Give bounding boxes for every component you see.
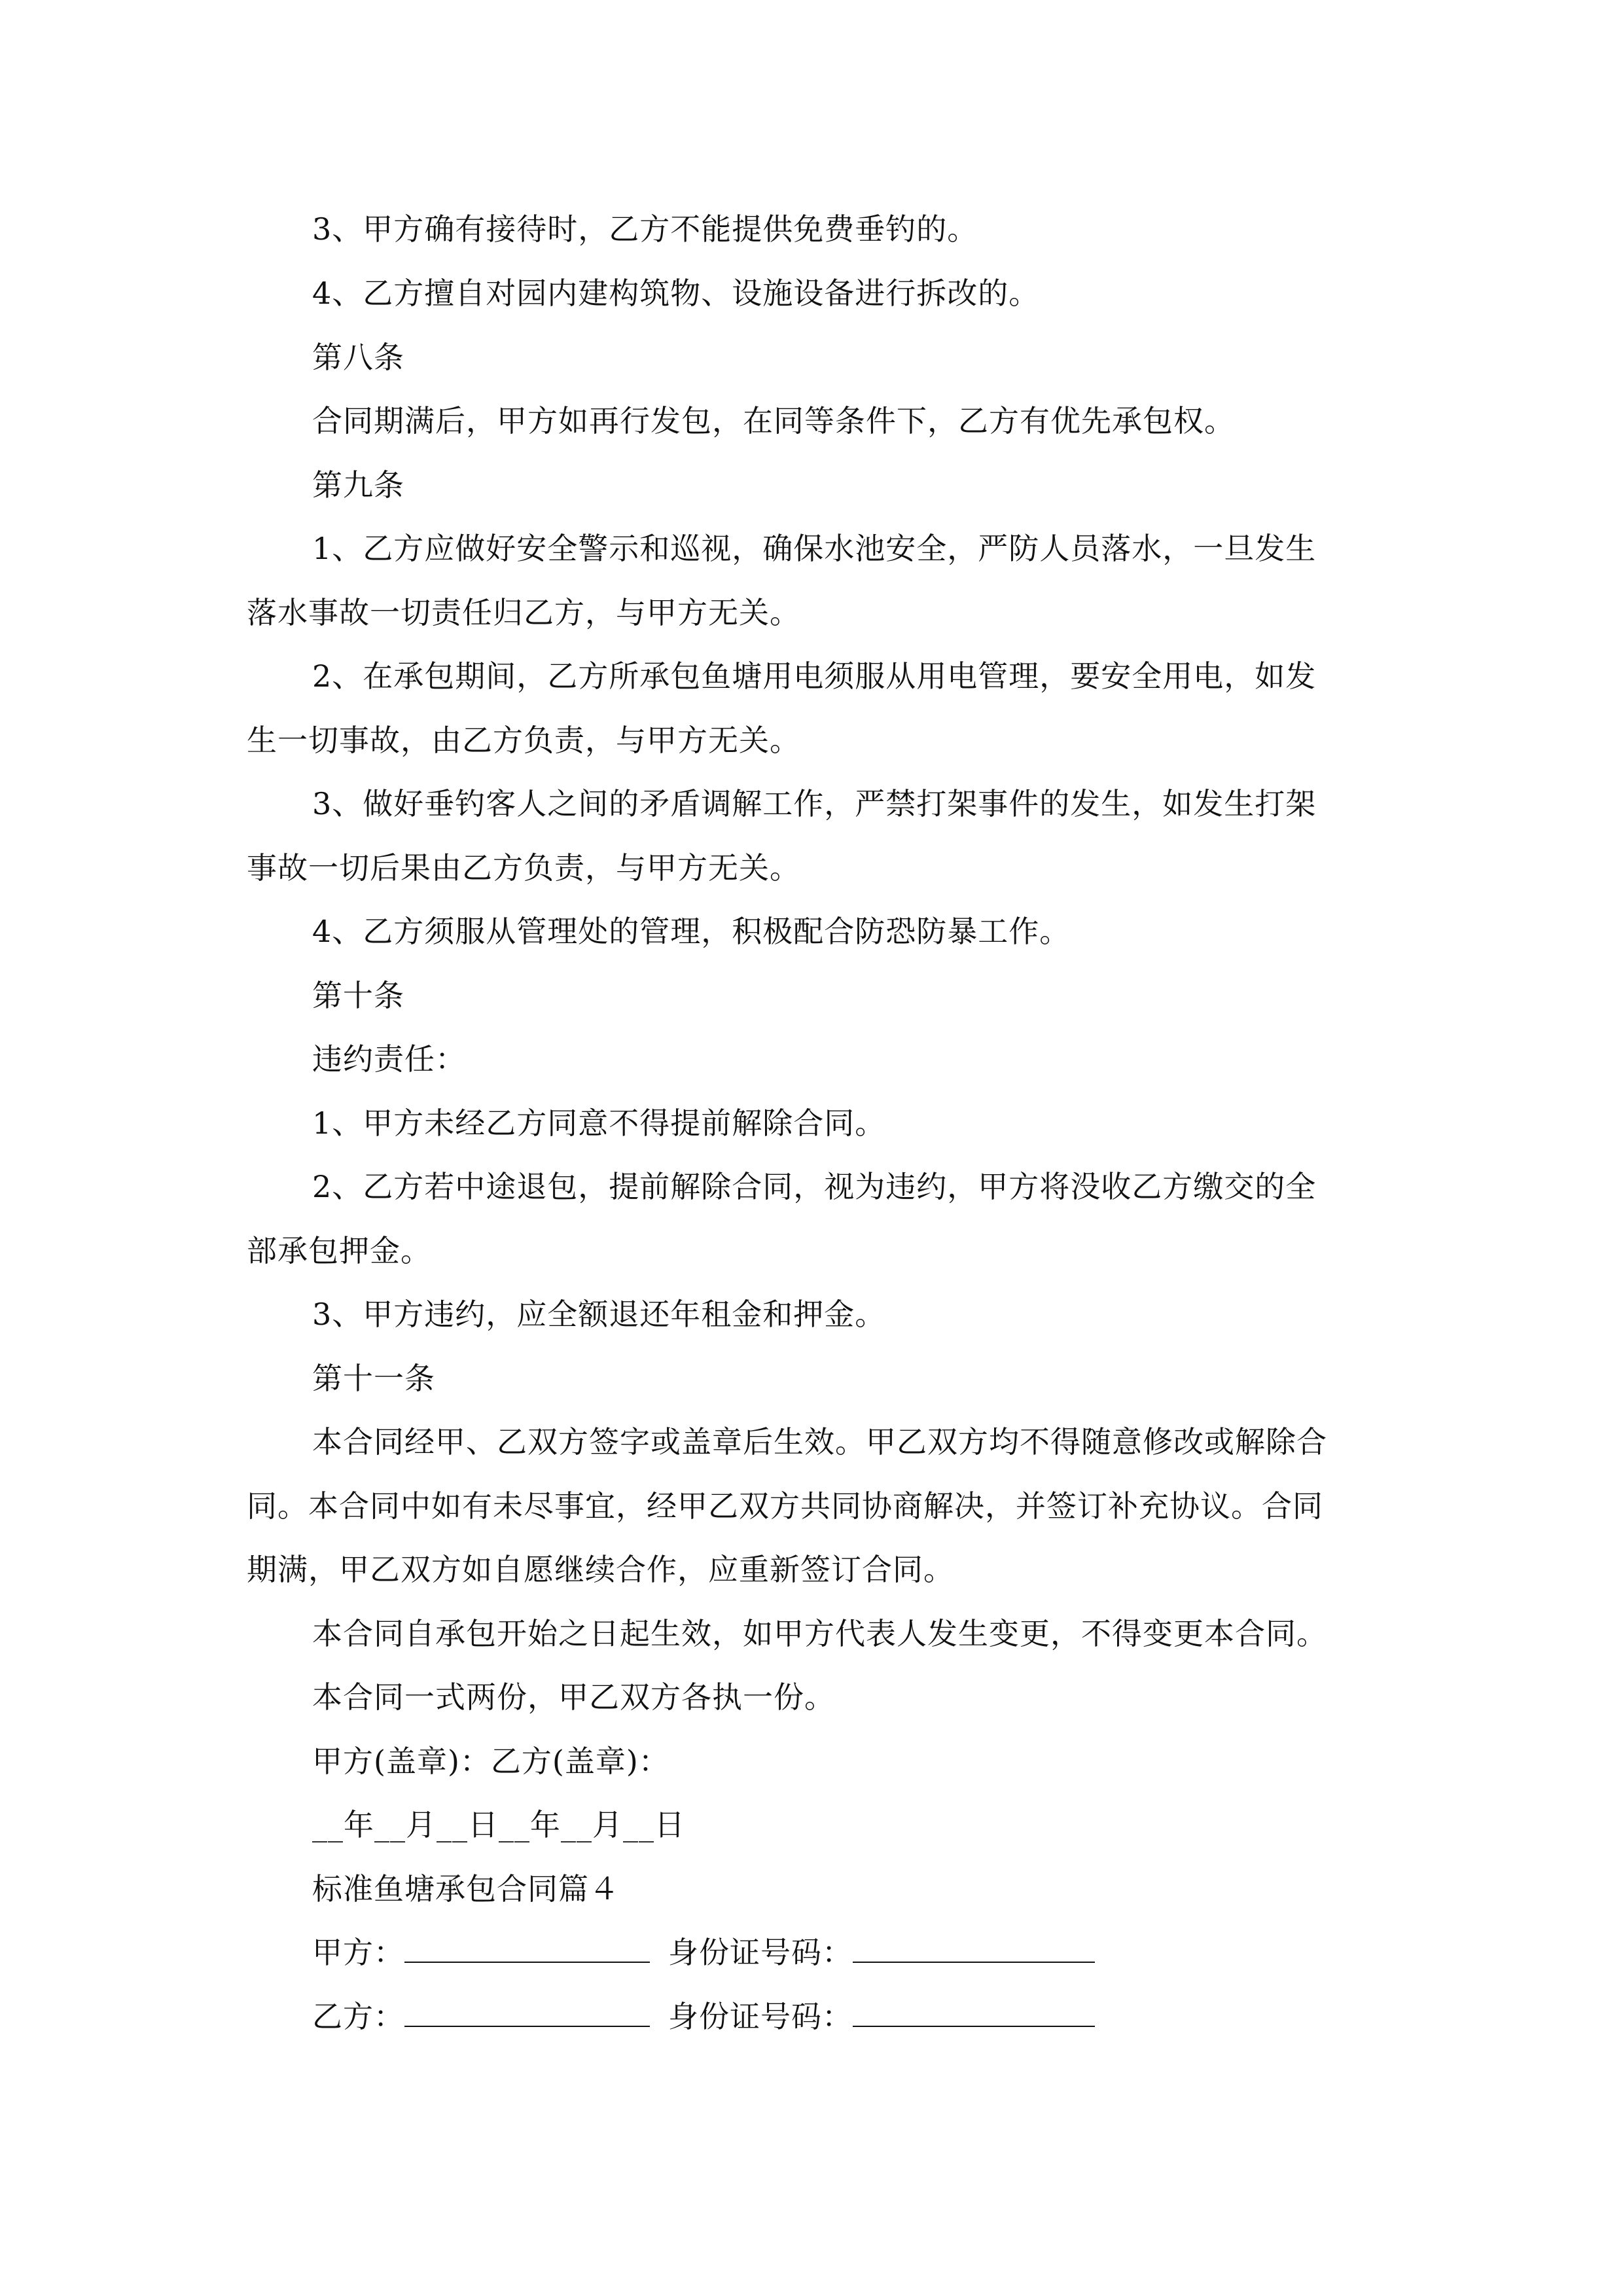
clause-line: 3、甲方确有接待时，乙方不能提供免费垂钓的。	[312, 211, 978, 247]
party-a-id-label: 身份证号码：	[668, 1935, 853, 1970]
party-b-id-field[interactable]	[853, 2000, 1095, 2027]
clause-line: 事故一切后果由乙方负责，与甲方无关。	[247, 850, 800, 886]
clause-line: 3、做好垂钓客人之间的矛盾调解工作，严禁打架事件的发生，如发生打架	[312, 786, 1317, 821]
clause-line: 落水事故一切责任归乙方，与甲方无关。	[247, 595, 800, 630]
section-heading: 第十条	[312, 978, 404, 1013]
clause-line: 本合同经甲、乙双方签字或盖章后生效。甲乙双方均不得随意修改或解除合	[312, 1424, 1327, 1460]
party-a-id-field[interactable]	[853, 1935, 1095, 1963]
clause-line: 合同期满后，甲方如再行发包，在同等条件下，乙方有优先承包权。	[312, 403, 1235, 439]
party-b-row	[247, 1998, 1444, 2035]
party-a-label: 甲方：	[312, 1935, 404, 1970]
clause-line: 同。本合同中如有未尽事宜，经甲乙双方共同协商解决，并签订补充协议。合同	[247, 1488, 1323, 1524]
party-b-label: 乙方：	[312, 1999, 404, 2034]
clause-line: 4、乙方擅自对园内建构筑物、设施设备进行拆改的。	[312, 276, 1040, 311]
party-b-id-label: 身份证号码：	[668, 1999, 853, 2034]
clause-line: 期满，甲乙双方如自愿继续合作，应重新签订合同。	[247, 1552, 954, 1587]
clause-line: 本合同自承包开始之日起生效，如甲方代表人发生变更，不得变更本合同。	[312, 1616, 1327, 1651]
section-heading: 第八条	[312, 340, 404, 375]
clause-line: 2、乙方若中途退包，提前解除合同，视为违约，甲方将没收乙方缴交的全	[312, 1169, 1317, 1204]
clause-line: 2、在承包期间，乙方所承包鱼塘用电须服从用电管理，要安全用电，如发	[312, 658, 1317, 694]
clause-line: 生一切事故，由乙方负责，与甲方无关。	[247, 723, 800, 758]
document-title: 标准鱼塘承包合同篇４	[312, 1871, 620, 1907]
clause-line: 违约责任：	[312, 1041, 466, 1077]
clause-line: 1、乙方应做好安全警示和巡视，确保水池安全，严防人员落水，一旦发生	[312, 531, 1317, 566]
party-b-name-field[interactable]	[404, 2000, 650, 2027]
section-heading: 第九条	[312, 467, 404, 503]
clause-line: 4、乙方须服从管理处的管理，积极配合防恐防暴工作。	[312, 914, 1071, 949]
clause-line: 本合同一式两份，甲乙双方各执一份。	[312, 1679, 835, 1715]
clause-line: 部承包押金。	[247, 1233, 431, 1268]
party-a-name-field[interactable]	[404, 1935, 650, 1963]
signature-line: 甲方(盖章)：乙方(盖章)：	[312, 1744, 669, 1779]
clause-line: 3、甲方违约，应全额退还年租金和押金。	[312, 1297, 886, 1332]
clause-line: 1、甲方未经乙方同意不得提前解除合同。	[312, 1105, 886, 1141]
party-a-row	[247, 1934, 1444, 1971]
section-heading: 第十一条	[312, 1361, 435, 1396]
date-line: __年__月__日__年__月__日	[312, 1807, 685, 1842]
